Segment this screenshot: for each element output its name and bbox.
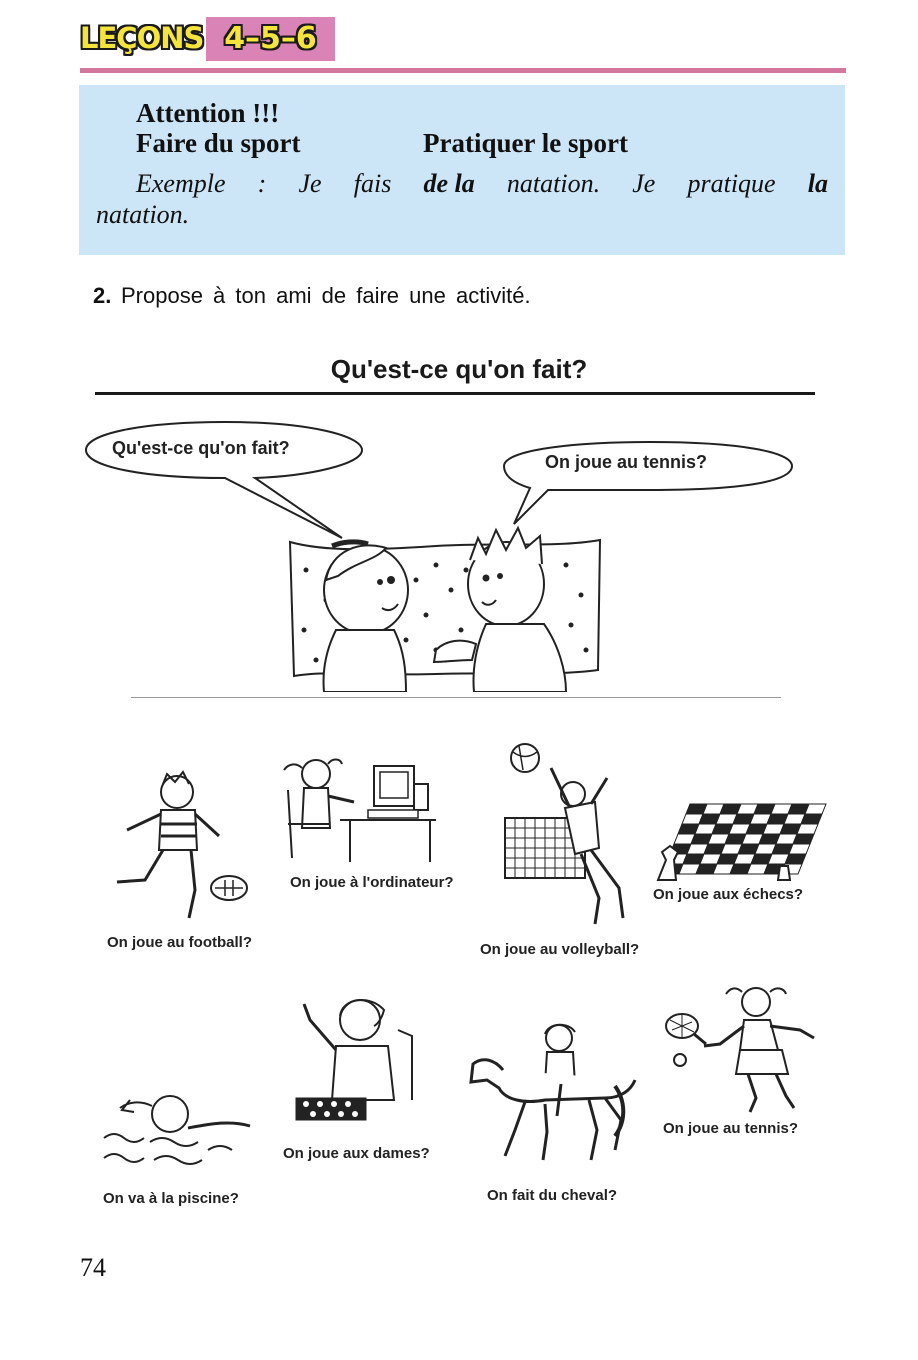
lesson-numbers: 4–5–6	[206, 17, 335, 61]
worksheet-title: Qu'est-ce qu'on fait?	[330, 354, 588, 384]
two-children-illustration	[286, 520, 606, 692]
chess-square	[805, 804, 826, 814]
attention-title: Attention !!!	[136, 98, 280, 128]
example-word-emphasis: de la	[423, 169, 475, 198]
exercise-instruction: Propose à ton ami de faire une activité.	[121, 283, 531, 308]
chess-square	[793, 834, 814, 844]
exercise-number: 2.	[93, 283, 112, 308]
chess-square	[797, 824, 818, 834]
attention-example-end: natation.	[96, 200, 190, 229]
caption-football: On joue au football?	[107, 934, 252, 951]
example-word: pratique	[687, 169, 776, 198]
attention-term-pratiquer: Pratiquer le sport	[423, 128, 628, 158]
caption-echecs: On joue aux échecs?	[653, 886, 804, 903]
swimming-girl-illustration	[100, 1080, 260, 1180]
header-divider	[80, 68, 846, 73]
illustration-divider	[131, 697, 781, 698]
chess-square	[801, 814, 822, 824]
example-word: :	[257, 169, 267, 198]
example-word: Exemple	[136, 169, 226, 198]
computer-girl-illustration	[280, 750, 440, 870]
example-word-emphasis: la	[807, 169, 828, 198]
attention-term-faire: Faire du sport	[136, 128, 301, 158]
chess-square	[789, 844, 810, 854]
attention-example	[136, 169, 828, 199]
chessboard-squares	[662, 804, 826, 874]
chess-square	[785, 854, 806, 864]
chessboard-illustration	[650, 796, 830, 886]
speech-bubble-right-text: On joue au tennis?	[545, 452, 708, 472]
example-word: fais	[353, 169, 392, 198]
horse-rider-illustration	[465, 1020, 645, 1180]
speech-bubble-left-text: Qu'est-ce qu'on fait?	[112, 438, 290, 458]
caption-piscine: On va à la piscine?	[103, 1190, 239, 1207]
example-word: Je	[298, 169, 322, 198]
tennis-girl-illustration	[660, 980, 820, 1120]
football-player-illustration	[105, 770, 255, 930]
caption-tennis: On joue au tennis?	[663, 1120, 799, 1137]
worksheet-title-rule	[95, 392, 815, 395]
caption-volleyball: On joue au volleyball?	[480, 941, 640, 958]
volleyball-player-illustration	[495, 738, 645, 938]
caption-cheval: On fait du cheval?	[487, 1187, 618, 1204]
caption-dames: On joue aux dames?	[283, 1145, 430, 1162]
example-word: natation.	[506, 169, 601, 198]
lecons-label: LEÇONS	[80, 21, 204, 55]
checkers-player-illustration	[290, 990, 430, 1130]
example-word: Je	[632, 169, 656, 198]
page-number: 74	[80, 1253, 106, 1282]
caption-ordinateur: On joue à l'ordinateur?	[290, 874, 454, 891]
